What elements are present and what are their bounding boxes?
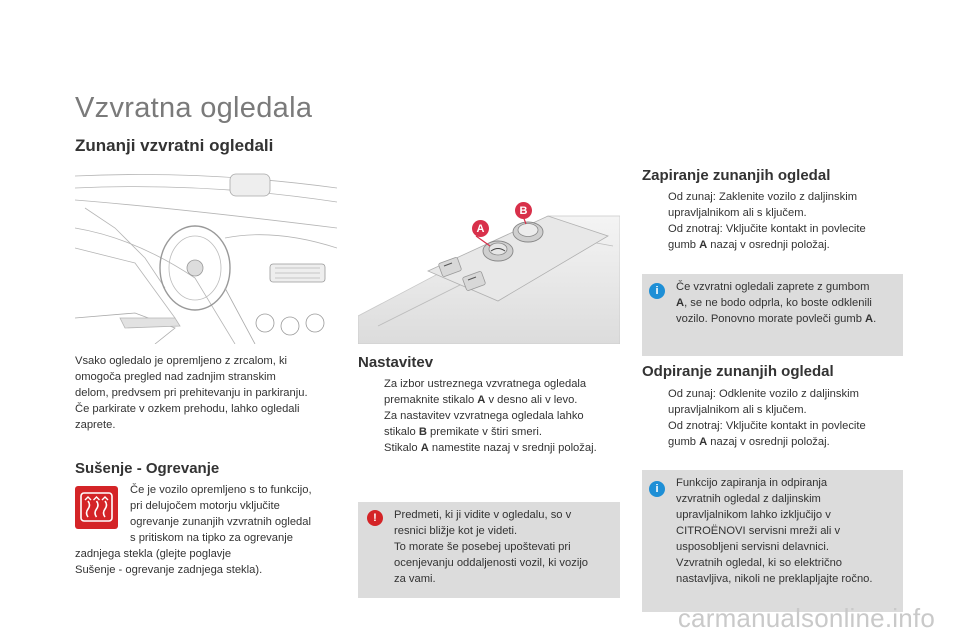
label-a-badge: A xyxy=(472,220,489,237)
text-span: nazaj v osrednji položaj. xyxy=(707,239,830,251)
adjust-list xyxy=(358,376,628,456)
text-span: gumb xyxy=(668,436,700,448)
bold-label: A xyxy=(420,442,429,454)
text-span: premaknite stikalo xyxy=(384,394,478,406)
text-line: ocenjevanju oddaljenosti vozil, ki vozijo xyxy=(394,557,589,569)
text-line: Vzvratnih ogledal, ki so električno xyxy=(676,557,843,569)
list-item xyxy=(358,376,628,408)
info-box-fold xyxy=(642,274,903,356)
text-span: namestite nazaj v srednji položaj. xyxy=(428,442,597,454)
list-item xyxy=(642,386,912,418)
rear-defrost-icon xyxy=(75,486,118,529)
info-text xyxy=(676,279,901,327)
text-line: resnici bližje kot je videti. xyxy=(394,525,518,537)
text-span: vozilo. Ponovno morate povleči gumb xyxy=(676,313,866,325)
text-span: stikalo xyxy=(384,426,419,438)
intro-text xyxy=(75,353,340,433)
text-line: Če parkirate v ozkem prehodu, lahko ogledali xyxy=(75,403,300,415)
text-line: Predmeti, ki ji vidite v ogledalu, so v xyxy=(394,509,572,521)
text-line: upravljalnikom ali s ključem. xyxy=(668,207,807,219)
text-line: usposobljeni servisni delavnici. xyxy=(676,541,829,553)
info-icon: i xyxy=(649,481,665,497)
text-line: Od zunaj: Zaklenite vozilo z daljinskim xyxy=(668,191,858,203)
text-line: Za izbor ustreznega vzvratnega ogledala xyxy=(384,378,587,390)
text-line xyxy=(676,295,901,311)
text-line: omogoča pregled nad zadnjim stranskim xyxy=(75,371,276,383)
text-line: Od zunaj: Odklenite vozilo z daljinskim xyxy=(668,388,859,400)
text-line: Vsako ogledalo je opremljeno z zrcalom, ki xyxy=(75,355,288,367)
bold-label: A xyxy=(865,313,874,325)
text-line: Od znotraj: Vključite kontakt in povlecite xyxy=(668,420,866,432)
dashboard-illustration xyxy=(75,168,337,344)
bold-label: A xyxy=(676,297,685,309)
text-span: . xyxy=(873,313,877,325)
info-text xyxy=(676,475,901,587)
text-line: vzvratnih ogledal z daljinskim xyxy=(676,493,821,505)
text-line: Funkcijo zapiranja in odpiranja xyxy=(676,477,828,489)
adjust-heading: Nastavitev xyxy=(358,354,434,371)
bold-label: B xyxy=(418,426,427,438)
list-item xyxy=(642,418,912,450)
mirror-switch-illustration xyxy=(358,196,620,344)
defog-heading: Sušenje - Ogrevanje xyxy=(75,460,220,477)
watermark[interactable]: carmanualsonline.info xyxy=(677,603,935,633)
text-line: Za nastavitev vzvratnega ogledala lahko xyxy=(384,410,584,422)
text-line: s pritiskom na tipko za ogrevanje xyxy=(130,532,293,544)
text-span: v desno ali v levo. xyxy=(485,394,578,406)
text-line: ogrevanje zunanjih vzvratnih ogledal xyxy=(130,516,311,528)
text-line: CITROËNOVI servisni mreži ali v xyxy=(676,525,841,537)
list-item xyxy=(358,440,628,456)
switch-drawing xyxy=(358,196,620,344)
fold-list xyxy=(642,189,912,253)
text-span: nazaj v osrednji položaj. xyxy=(707,436,830,448)
unfold-list xyxy=(642,386,912,450)
text-line: delom, predvsem pri prehitevanju in parkiranju. xyxy=(75,387,308,399)
list-item xyxy=(642,221,912,253)
text-line: Sušenje - ogrevanje zadnjega stekla). xyxy=(75,564,263,576)
text-span: , se ne bodo odprla, ko boste odklenili xyxy=(684,297,872,309)
list-item xyxy=(642,189,912,221)
text-line: za vami. xyxy=(394,573,436,585)
warning-icon: ! xyxy=(367,510,383,526)
fold-heading: Zapiranje zunanjih ogledal xyxy=(642,167,831,184)
warning-box xyxy=(358,502,620,598)
text-line: nastavljiva, nikoli ne preklapljajte ročno. xyxy=(676,573,873,585)
bold-label: A xyxy=(699,436,708,448)
page-title: Vzvratna ogledala xyxy=(75,92,313,124)
text-line: pri delujočem motorju vključite xyxy=(130,500,280,512)
defog-text-indented xyxy=(130,482,345,546)
text-line: Če je vozilo opremljeno s to funkcijo, xyxy=(130,484,312,496)
text-line: upravljalnikom ali s ključem. xyxy=(668,404,807,416)
text-line: To morate še posebej upoštevati pri xyxy=(394,541,571,553)
text-span: premikate v štiri smeri. xyxy=(426,426,542,438)
text-line xyxy=(676,311,901,327)
unfold-heading: Odpiranje zunanjih ogledal xyxy=(642,363,834,380)
text-line: Če vzvratni ogledali zaprete z gumbom xyxy=(676,281,870,293)
text-line: Od znotraj: Vključite kontakt in povlecite xyxy=(668,223,866,235)
label-b-badge: B xyxy=(515,202,532,219)
text-span: gumb xyxy=(668,239,700,251)
section-heading: Zunanji vzvratni ogledali xyxy=(75,136,274,155)
info-box-remote xyxy=(642,470,903,612)
bold-label: A xyxy=(477,394,486,406)
text-line: zaprete. xyxy=(75,419,116,431)
defog-text-full xyxy=(75,546,340,578)
info-icon: i xyxy=(649,283,665,299)
warning-text xyxy=(394,507,616,587)
bold-label: A xyxy=(699,239,708,251)
list-item xyxy=(358,408,628,440)
dashboard-drawing xyxy=(75,168,337,344)
text-line: upravljalnikom lahko izklјučijo v xyxy=(676,509,831,521)
text-line: zadnjega stekla (glejte poglavje xyxy=(75,548,232,560)
text-span: Stikalo xyxy=(384,442,421,454)
